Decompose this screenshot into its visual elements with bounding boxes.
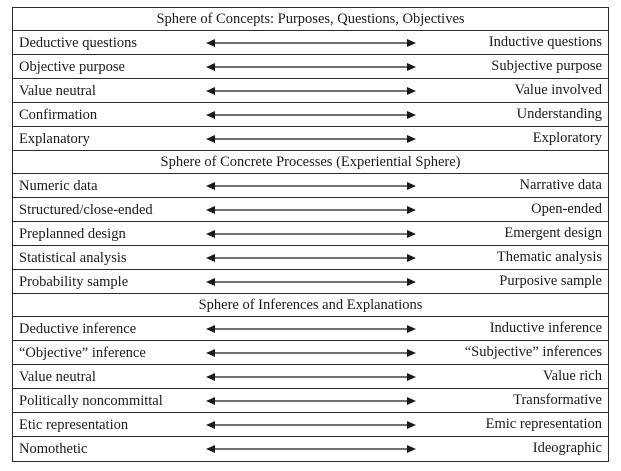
section-header: Sphere of Concepts: Purposes, Questions, Objectives <box>13 8 608 31</box>
table-row <box>13 222 608 246</box>
row-right-term: Transformative <box>513 392 602 408</box>
table-row <box>13 79 608 103</box>
row-right-term: Inductive questions <box>488 34 602 50</box>
row-right-term: Emergent design <box>504 225 602 241</box>
double-headed-arrow-icon <box>206 252 416 264</box>
row-right-term: Subjective purpose <box>491 58 602 74</box>
row-right-term: Understanding <box>516 106 602 122</box>
row-left-term: Deductive inference <box>19 321 137 337</box>
double-headed-arrow-icon <box>206 37 416 49</box>
double-headed-arrow-icon <box>206 109 416 121</box>
row-left-term: Probability sample <box>19 274 129 290</box>
row-left-term: Statistical analysis <box>19 250 127 266</box>
row-left-term: Value neutral <box>19 83 96 99</box>
row-right-term: Emic representation <box>485 416 602 432</box>
double-headed-arrow-icon <box>206 204 416 216</box>
table-row <box>13 341 608 365</box>
section-header: Sphere of Concrete Processes (Experiential Sphere) <box>13 151 608 174</box>
row-right-term: Exploratory <box>532 130 602 146</box>
row-left-term: Numeric data <box>19 178 98 194</box>
table-row <box>13 317 608 341</box>
row-left-term: “Objective” inference <box>19 345 146 361</box>
double-headed-arrow-icon <box>206 276 416 288</box>
row-left-term: Etic representation <box>19 417 129 433</box>
row-right-term: Value involved <box>514 82 602 98</box>
double-headed-arrow-icon <box>206 85 416 97</box>
row-right-term: Open-ended <box>531 201 602 217</box>
continuum-table <box>12 7 609 462</box>
section-header: Sphere of Inferences and Explanations <box>13 294 608 317</box>
double-headed-arrow-icon <box>206 347 416 359</box>
row-right-term: Ideographic <box>532 440 602 456</box>
table-row <box>13 198 608 222</box>
table-row <box>13 31 608 55</box>
table-row <box>13 365 608 389</box>
double-headed-arrow-icon <box>206 180 416 192</box>
row-left-term: Nomothetic <box>19 441 88 457</box>
table-row <box>13 174 608 198</box>
row-right-term: “Subjective” inferences <box>464 344 602 360</box>
double-headed-arrow-icon <box>206 133 416 145</box>
double-headed-arrow-icon <box>206 443 416 455</box>
row-left-term: Objective purpose <box>19 59 125 75</box>
double-headed-arrow-icon <box>206 228 416 240</box>
row-left-term: Value neutral <box>19 369 96 385</box>
table-row <box>13 103 608 127</box>
row-left-term: Explanatory <box>19 131 90 147</box>
double-headed-arrow-icon <box>206 395 416 407</box>
double-headed-arrow-icon <box>206 371 416 383</box>
table-row <box>13 127 608 151</box>
row-right-term: Inductive inference <box>489 320 602 336</box>
table-row <box>13 246 608 270</box>
table-row <box>13 55 608 79</box>
row-right-term: Purposive sample <box>499 273 602 289</box>
double-headed-arrow-icon <box>206 323 416 335</box>
double-headed-arrow-icon <box>206 61 416 73</box>
table-row <box>13 270 608 294</box>
double-headed-arrow-icon <box>206 419 416 431</box>
row-left-term: Politically noncommittal <box>19 393 163 409</box>
row-left-term: Deductive questions <box>19 35 137 51</box>
table-row <box>13 437 608 461</box>
row-right-term: Value rich <box>542 368 602 384</box>
table-row <box>13 413 608 437</box>
row-left-term: Preplanned design <box>19 226 126 242</box>
table-row <box>13 389 608 413</box>
row-right-term: Narrative data <box>519 177 602 193</box>
row-right-term: Thematic analysis <box>496 249 602 265</box>
row-left-term: Confirmation <box>19 107 98 123</box>
row-left-term: Structured/close-ended <box>19 202 153 218</box>
